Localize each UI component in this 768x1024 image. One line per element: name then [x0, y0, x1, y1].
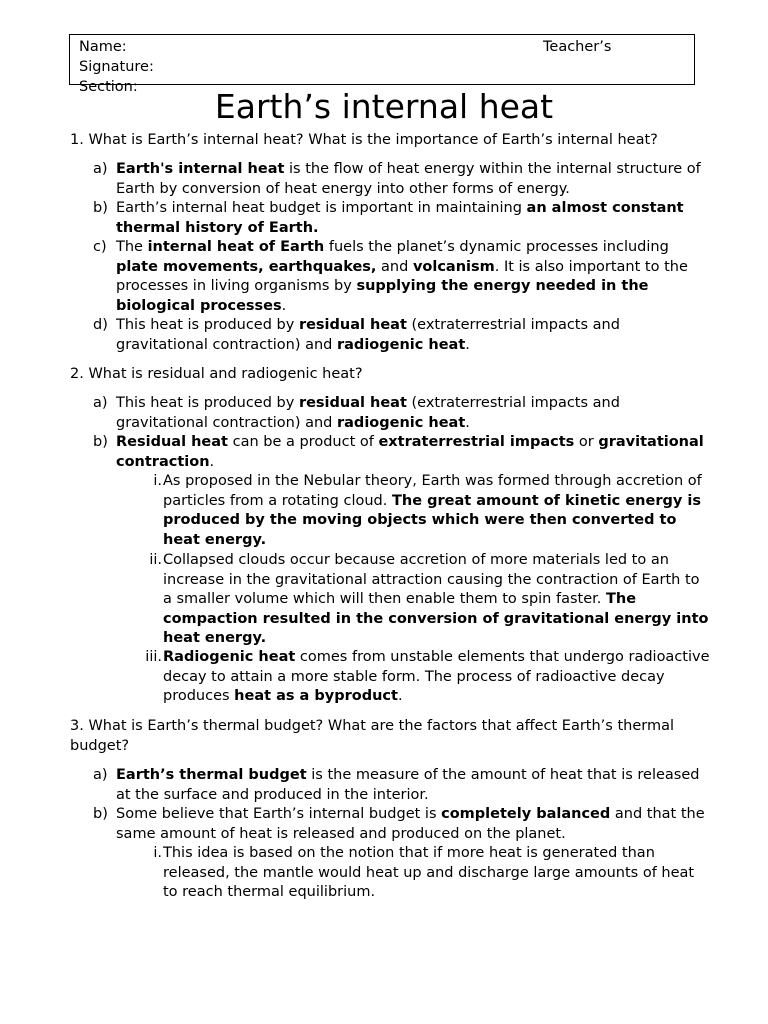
- answer-text: Some believe that Earth’s internal budget is completely balanced and that the same amount of heat is released and produced on the planet.: [116, 806, 705, 842]
- list-marker: ii.: [149, 552, 162, 568]
- list-marker: b): [93, 200, 108, 216]
- question-2: 2. What is residual and radiogenic heat?: [70, 366, 363, 382]
- answer-text: Residual heat can be a product of extraterrestrial impacts or gravitational contraction.: [116, 434, 704, 470]
- list-marker: c): [93, 239, 107, 255]
- list-marker: a): [93, 395, 108, 411]
- answer-text: Earth’s thermal budget is the measure of the amount of heat that is released at the surface and produced in the interior.: [116, 767, 700, 803]
- list-marker: b): [93, 434, 108, 450]
- list-marker: iii.: [145, 649, 162, 665]
- answer-text: The internal heat of Earth fuels the planet’s dynamic processes including plate movements, earthquakes, and volcanism. It is also important to the processes in living organisms by supplying the energy needed in the biological processes.: [116, 239, 688, 314]
- list-marker: d): [93, 317, 108, 333]
- list-marker: a): [93, 161, 108, 177]
- question-3: 3. What is Earth’s thermal budget? What are the factors that affect Earth’s thermal budget?: [70, 718, 674, 754]
- page-title: Earth’s internal heat: [214, 87, 554, 126]
- answer-text: Collapsed clouds occur because accretion of more materials led to an increase in the gravitational attraction causing the contraction of Earth to a smaller volume which will then enable them to spin faster. The compaction resulted in the conversion of gravitational energy into heat energy.: [163, 552, 709, 646]
- signature-label: Signature:: [79, 59, 154, 75]
- list-marker: i.: [153, 845, 162, 861]
- list-marker: i.: [153, 473, 162, 489]
- student-info-box: [69, 34, 695, 95]
- section-label: Section:: [79, 79, 138, 95]
- answer-text: Earth's internal heat is the flow of heat energy within the internal structure of Earth by conversion of heat energy into other forms of energy.: [116, 161, 701, 197]
- answer-text: This heat is produced by residual heat (extraterrestrial impacts and gravitational contraction) and radiogenic heat.: [116, 395, 620, 431]
- question-1: 1. What is Earth’s internal heat? What is the importance of Earth’s internal heat?: [70, 132, 658, 148]
- list-marker: a): [93, 767, 108, 783]
- name-label: Name:: [79, 39, 127, 55]
- answer-text: As proposed in the Nebular theory, Earth was formed through accretion of particles from a rotating cloud. The great amount of kinetic energy is produced by the moving objects which were then converted to heat energy.: [163, 473, 702, 548]
- answer-text: This heat is produced by residual heat (extraterrestrial impacts and gravitational contraction) and radiogenic heat.: [116, 317, 620, 353]
- answer-text: Radiogenic heat comes from unstable elements that undergo radioactive decay to attain a more stable form. The process of radioactive decay produces heat as a byproduct.: [163, 649, 710, 704]
- list-marker: b): [93, 806, 108, 822]
- teacher-label: Teacher’s: [543, 39, 612, 55]
- answer-text: Earth’s internal heat budget is important in maintaining an almost constant thermal history of Earth.: [116, 200, 684, 236]
- answer-text: This idea is based on the notion that if more heat is generated than released, the mantle would heat up and discharge large amounts of heat to reach thermal equilibrium.: [163, 845, 695, 900]
